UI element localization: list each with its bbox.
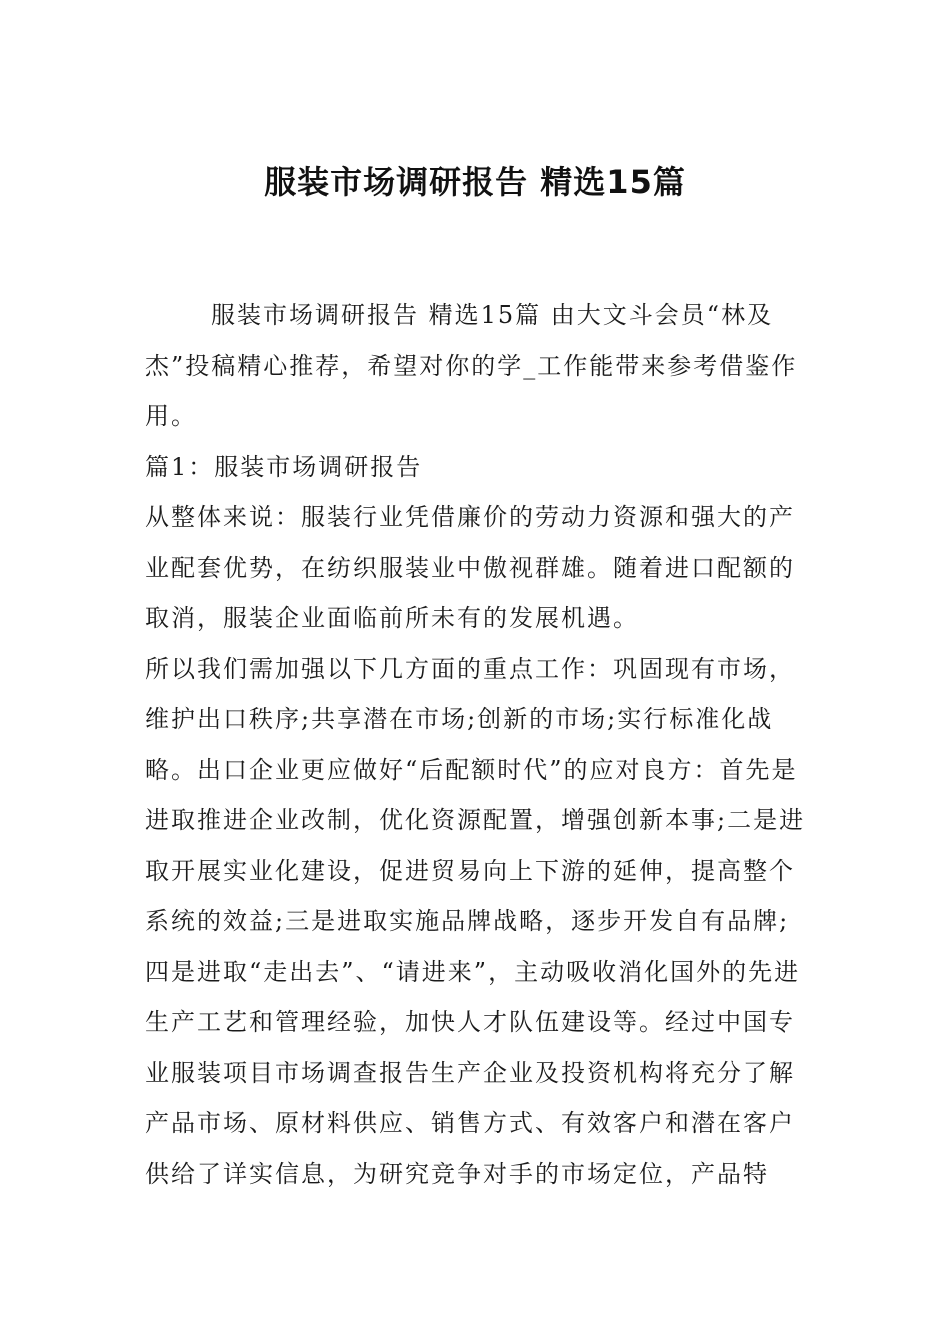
- document-title: 服装市场调研报告 精选15篇: [264, 163, 686, 201]
- body-paragraph: 所以我们需加强以下几方面的重点工作：巩固现有市场，维护出口秩序;共享潜在市场;创新的市场;实行标准化战略。出口企业更应做好“后配额时代”的应对良方：首先是进取推进企业改制，优化资源配置，增强创新本事;二是进取开展实业化建设，促进贸易向上下游的延伸，提高整个系统的效益;三是进取实施品牌战略，逐步开发自有品牌;四是进取“走出去”、“请进来”，主动吸收消化国外的先进生产工艺和管理经验，加快人才队伍建设等。经过中国专业服装项目市场调查报告生产企业及投资机构将充分了解产品市场、原材料供应、销售方式、有效客户和潜在客户供给了详实信息，为研究竞争对手的市场定位，产品特: [145, 654, 806, 1188]
- section-heading: 篇1：服装市场调研报告: [145, 452, 423, 481]
- body-paragraph: 从整体来说：服装行业凭借廉价的劳动力资源和强大的产业配套优势，在纺织服装业中傲视群雄。随着进口配额的取消，服装企业面临前所未有的发展机遇。: [145, 503, 795, 632]
- document-body: [145, 290, 815, 1199]
- intro-paragraph: 服装市场调研报告 精选15篇 由大文斗会员“林及杰”投稿精心推荐，希望对你的学_工作能带来参考借鉴作用。: [145, 301, 798, 430]
